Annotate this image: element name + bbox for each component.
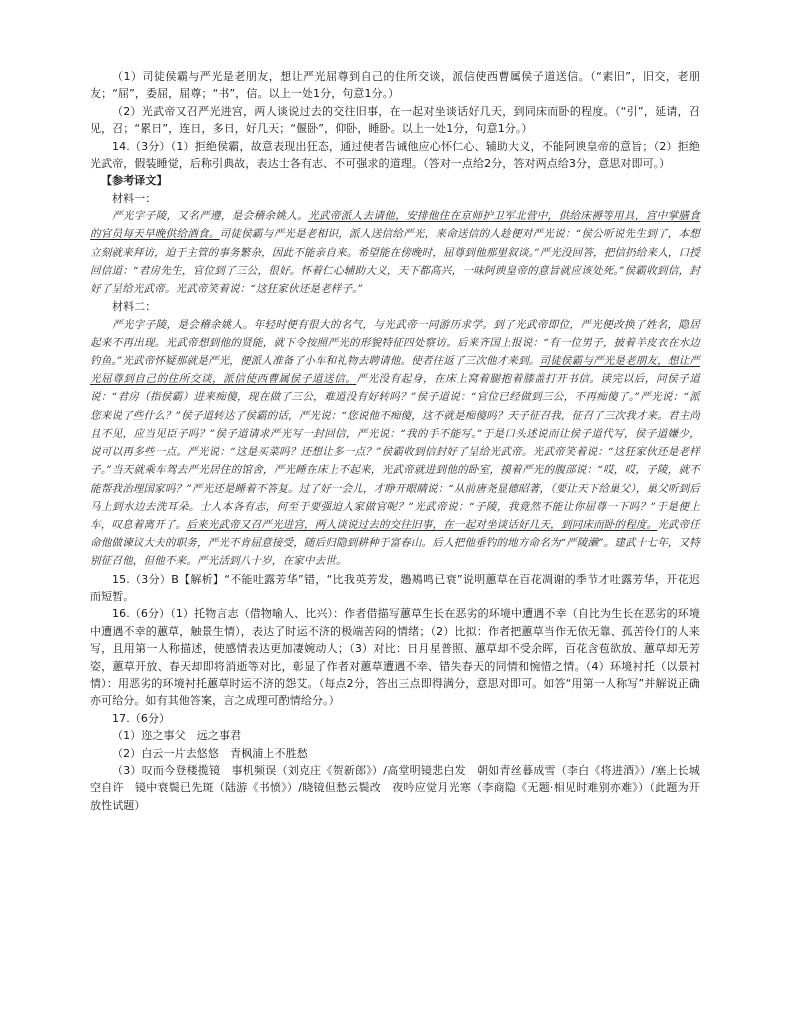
material-2-underlined-sentence-1: 司徒侯霸与严光是老朋友，想让严光屈尊到自己的住所交谈，派信使西曹属侯子道送信。 — [90, 355, 700, 386]
q15-answer: 15.（3分）B【解析】“不能吐露芳华”错，“比我英芳发，鶗鴂鸣已衰”说明蕙草在百花凋谢的季节才吐露芳华，开花迟而短暂。 — [90, 572, 700, 603]
material-1-intro: 严光字子陵，又名严遵，是会稽余姚人。 — [112, 210, 309, 223]
material-1-text — [90, 207, 700, 298]
q16-answer: 16.（6分）（1）托物言志（借物喻人、比兴）：作者借描写蕙草生长在恶劣的环境中遭遇不幸（自比为生长在恶劣的环境中遭遇不幸的蕙草，触景生情），表达了时运不济的极端苦闷的情绪；（2）比拟：作者把蕙草当作无依无靠、孤苦伶仃的人来写，且用第一人称描述，使感情表达更加凄婉动人；（3）对比：日月星普照、蕙草却不受余晖，百花含苞欲放、蕙草却无芳姿，蕙草开放、春天却即将消逝等对比，彰显了作者对蕙草遭遇不幸、错失春天的同情和惋惜之情。（4）环境衬托（以景衬情）：用恶劣的环境衬托蕙草时运不济的怨艾。（每点2分，答出三点即得满分，意思对即可。如答“用第一人称写”并解说正确亦可给分。如有其他答案，言之成理可酌情给分。） — [90, 607, 700, 708]
material-2-body: 严光没有起身，在床上窝着腿抱着膝盖打开书信。读完以后，问侯子道说：“君房（指侯霸）进来痴傻，现在做了三公，难道没有好转吗？”侯子道说：“官位已经做到三公，不再痴傻了。”严光说：“派您来说了些什么？”侯子道转达了侯霸的话，严光说：“您说他不痴傻，这不就是痴傻吗？天子征召我，征召了三次我才来。君主尚且不见，应当见臣子吗？”侯子道请求严光写一封回信，严光说：“我的手不能写。”于是口头述说而让侯子道代写，侯子道嫌少，说可以再多些一点。严光说：“这是买菜吗？还想让多一点？”侯霸收到信封好了呈给光武帝。光武帝笑着说：“这狂家伙还是老样子。”当天就乘车驾去严光居住的馆舍，严光睡在床上不起来，光武帝就进到他的卧室，摸着严光的腹部说：“哎，哎，子陵，就不能帮我治理国家吗？”严光还是睡着不答复。过了好一会儿，才睁开眼睛说：“从前唐尧显德昭著，（要让天下给巢父），巢父听到后马上到水边去洗耳朵。士人本各有志，何至于要强迫人家做官呢？”光武帝说：“子陵，我竟然不能让你屈尊一下吗？”于是便上车，叹息着离开了。 — [90, 373, 700, 531]
q14-answer: 14.（3分）（1）拒绝侯霸，故意表现出狂态，通过使者告诫他应心怀仁心、辅助大义，不能阿谀皇帝的意旨；（2）拒绝光武帝，假装睡觉，后称引典故，表达士各有志、不可强求的道理。（答对一点给2分，答对两点给3分，意思对即可。） — [90, 139, 700, 171]
q17-line-1: （1）迩之事父 远之事君 — [112, 729, 242, 743]
q17-line-3: （3）叹而今登楼揽镜 事机频误（刘克庄《贺新郎》）/高堂明镜悲白发 朝如青丝暮成雪（李白《将进酒》）/塞上长城空自许 镜中衰鬓已先斑（陆游《书愤》）/晓镜但愁云鬓改 夜吟应觉月光寒（李商隐《无题·相见时难别亦难》）（此题为开放性试题） — [90, 763, 700, 812]
q17-heading: 17.（6分） — [112, 711, 171, 725]
material-1-body: 司徒侯霸与严光是老相识，派人送信给严光，来命送信的人趁便对严光说：“侯公听说先生到了，本想立刻就来拜访，迫于主管的事务繁杂，因此不能亲自来。希望能在傍晚时，屈尊到他那里叙谈。”严光没回答，把信扔给来人，口授回信道：“君房先生，官位到了三公，很好。怀着仁心辅助大义，天下都高兴，一味阿谀皇帝的意旨就应该处死。”侯霸收到信，封好了呈给光武帝。光武帝笑着说：“这狂家伙还是老样子。” — [90, 228, 700, 296]
q13-answer-2: （2）光武帝又召严光进宫，两人谈说过去的交往旧事，在一起对坐谈话好几天，到同床而卧的程度。（“引”，延请，召见，召；“累日”，连日，多日，好几天；“偃卧”，仰卧，睡卧。以上一处1分，句意1分。） — [90, 104, 700, 136]
material-2-intro: 严光字子陵，是会稽余姚人。年轻时便有很大的名气，与光武帝一同游历求学。到了光武帝即位，严光便改换了姓名，隐居起来不再出现。光武帝想到他的贤能，就下令按照严光的形貌特征四处察访。后来齐国上报说：“有一位男子，披着羊皮衣在水边钓鱼。”光武帝怀疑那就是严光，便派人准备了小车和礼物去聘请他。使者往返了三次他才来到。 — [90, 318, 700, 368]
q13-answer-1: （1）司徒侯霸与严光是老朋友，想让严光屈尊到自己的住所交谈，派信使西曹属侯子道送信。（“素旧”，旧交，老朋友；“屈”，委屈，屈尊；“书”，信。以上一处1分，句意1分。） — [90, 70, 700, 101]
q17-line-2: （2）白云一片去悠悠 青枫浦上不胜愁 — [112, 746, 308, 760]
material-1-title: 材料一： — [112, 191, 157, 205]
material-2-title: 材料二： — [112, 300, 157, 314]
material-2-ending: 光武帝任命他做谏议大夫的职务，严光不肯屈意接受，随后归隐到耕种于富春山。后人把他垂钓的地方命名为“严陵濑”。建武十七年，又特别征召他，但他不来。严光活到八十岁，在家中去世。 — [90, 518, 701, 568]
material-2-text — [90, 316, 700, 571]
material-2-underlined-sentence-2: 后来光武帝又召严光进宫，两人谈说过去的交往旧事，在一起对坐谈话好几天，到同床而卧的程度。 — [186, 518, 658, 531]
material-1-underlined-sentence: 光武帝派人去请他，安排他住在京师护卫军北营中，供给床褥等用具，宫中掌膳食的官员每天早晚供给酒食。 — [90, 210, 700, 241]
reference-translation-heading: 【参考译文】 — [101, 174, 168, 188]
